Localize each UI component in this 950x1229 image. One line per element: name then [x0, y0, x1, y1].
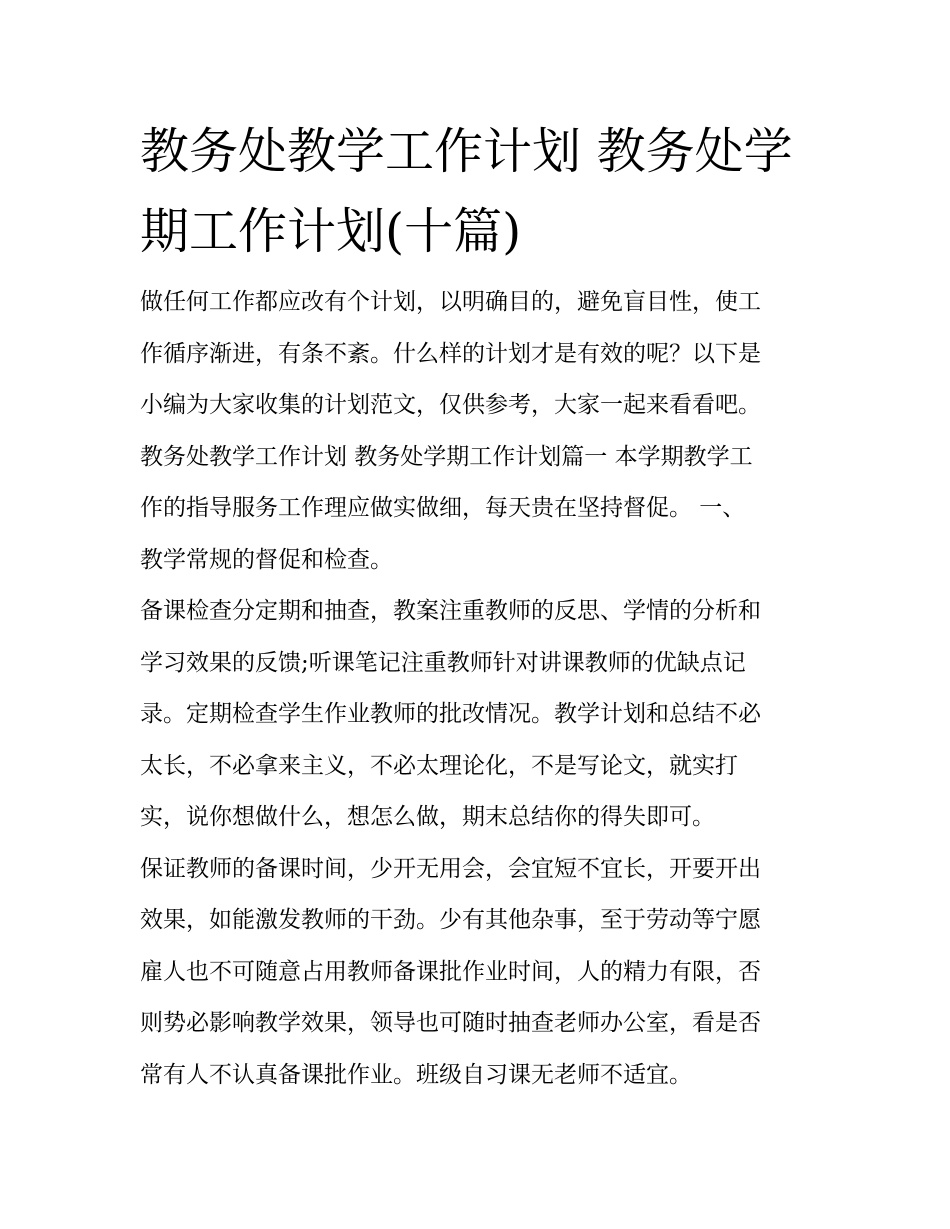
text-line: 做任何工作都应改有个计划，以明确目的，避免盲目性，使工	[140, 289, 761, 315]
text-line: 作循序渐进，有条不紊。什么样的计划才是有效的呢？以下是	[140, 340, 761, 367]
text-line: 备课检查分定期和抽查，教案注重教师的反思、学情的分析和	[140, 598, 761, 624]
text-line: 录。定期检查学生作业教师的批改情况。教学计划和总结不必	[140, 701, 761, 727]
text-line: 作的指导服务工作理应做实做细，每天贵在坚持督促。 一、	[140, 495, 746, 521]
document-title	[140, 112, 820, 272]
text-line: 教务处教学工作计划 教务处学期工作计划篇一 本学期教学工	[140, 443, 753, 470]
title-line: 教务处教学工作计划 教务处学	[140, 123, 793, 180]
text-line: 教学常规的督促和检查。	[140, 546, 393, 573]
text-line: 实，说你想做什么，想怎么做，期末总结你的得失即可。	[140, 804, 715, 830]
title-line: 期工作计划(十篇)	[140, 203, 522, 260]
text-line: 雇人也不可随意占用教师备课批作业时间，人的精力有限，否	[140, 958, 761, 985]
text-line: 学习效果的反馈;听课笔记注重教师针对讲课教师的优缺点记	[140, 649, 746, 676]
document-body	[140, 277, 830, 1101]
paragraph-prep-time	[140, 844, 830, 1102]
paragraph-intro	[140, 277, 830, 586]
text-line: 效果，如能激发教师的干劲。少有其他杂事，至于劳动等宁愿	[140, 907, 761, 933]
text-line: 太长，不必拿来主义，不必太理论化，不是写论文，就实打	[140, 752, 738, 779]
text-line: 则势必影响教学效果，领导也可随时抽查老师办公室，看是否	[140, 1010, 761, 1036]
paragraph-lesson-checks	[140, 586, 830, 844]
text-line: 常有人不认真备课批作业。班级自习课无老师不适宜。	[140, 1061, 692, 1088]
text-line: 保证教师的备课时间，少开无用会，会宜短不宜长，开要开出	[140, 855, 761, 882]
text-line: 小编为大家收集的计划范文，仅供参考，大家一起来看看吧。	[140, 392, 761, 418]
